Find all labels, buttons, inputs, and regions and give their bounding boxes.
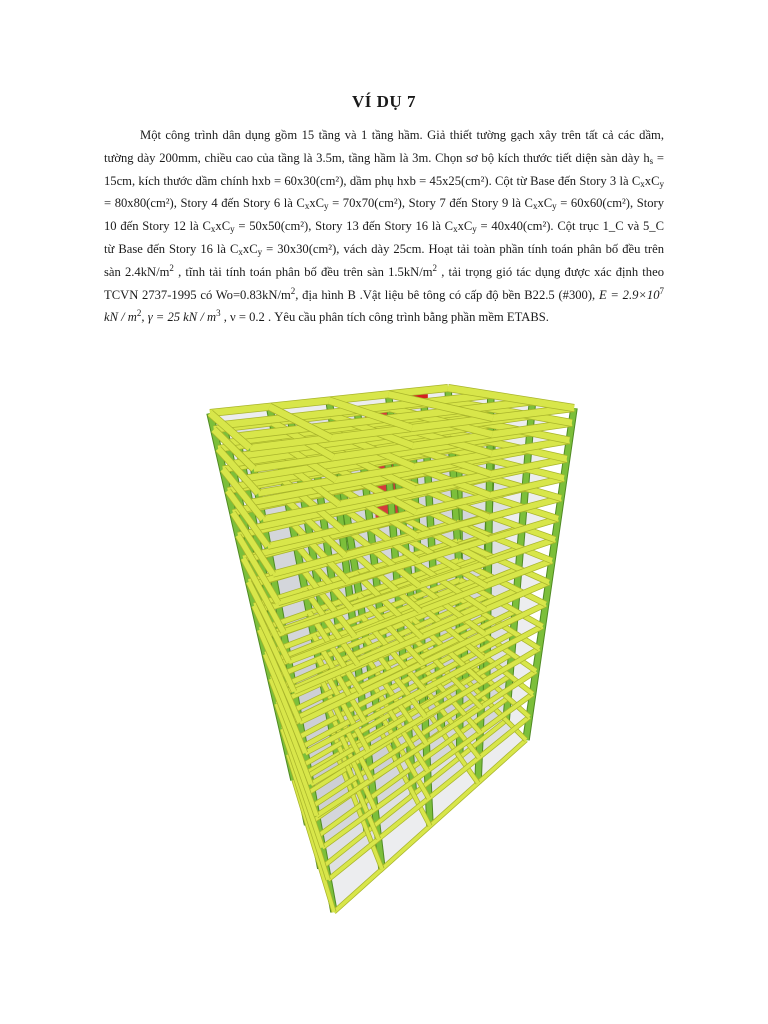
problem-paragraph: Một công trình dân dụng gồm 15 tầng và 1 tầng hầm. Giả thiết tường gạch xây trên tất cả các dầm, tường dày 200mm, chiều cao của tầng là 3.5m, tầng hầm là 3m. Chọn sơ bộ kích thước tiết diện sàn dày $h_s = 15cm$, kích thước dầm chính hxb = 60x30(cm²), dầm phụ hxb = 45x25(cm²). Cột từ Base đến Story 3 là $C_xxC_y = 80x80(cm^2)$, Story 4 đến Story 6 là $C_xxC_y = 70x70(cm^2)$, Story 7 đến Story 9 là $C_xxC_y = 60x60(cm^2)$, Story 10 đến Story 12 là $C_xxC_y = 50x50(cm^2)$, Story 13 đến Story 16 là $C_xxC_y = 40x40(cm^2)$. Cột trục 1_C và 5_C từ Base đến Story 16 là $C_xxC_y = 30x30(cm^2)$, vách dày 25cm. Hoạt tải toàn phần tính toán phân bố đều trên sàn $2.4kN/m^2$ , tĩnh tải tính toán phân bố đều trên sàn $1.5kN/m^2$ , tải trọng gió tác dụng được xác định theo TCVN 2737-1995 có $Wo=0.83kN/m^2$, địa hình B .Vật liệu bê tông có cấp độ bền B22.5 (#300), $E = 2.9\times 10^7$ kN / $m^2$, γ = 25 kN / $m^3$ , ν = 0.2 . Yêu cầu phân tích công trình bằng phần mềm ETABS. [104,128,664,325]
etabs-building-model [196,380,596,925]
building-3d-frame-illustration [196,380,596,925]
page-title: VÍ DỤ 7 [352,92,416,111]
